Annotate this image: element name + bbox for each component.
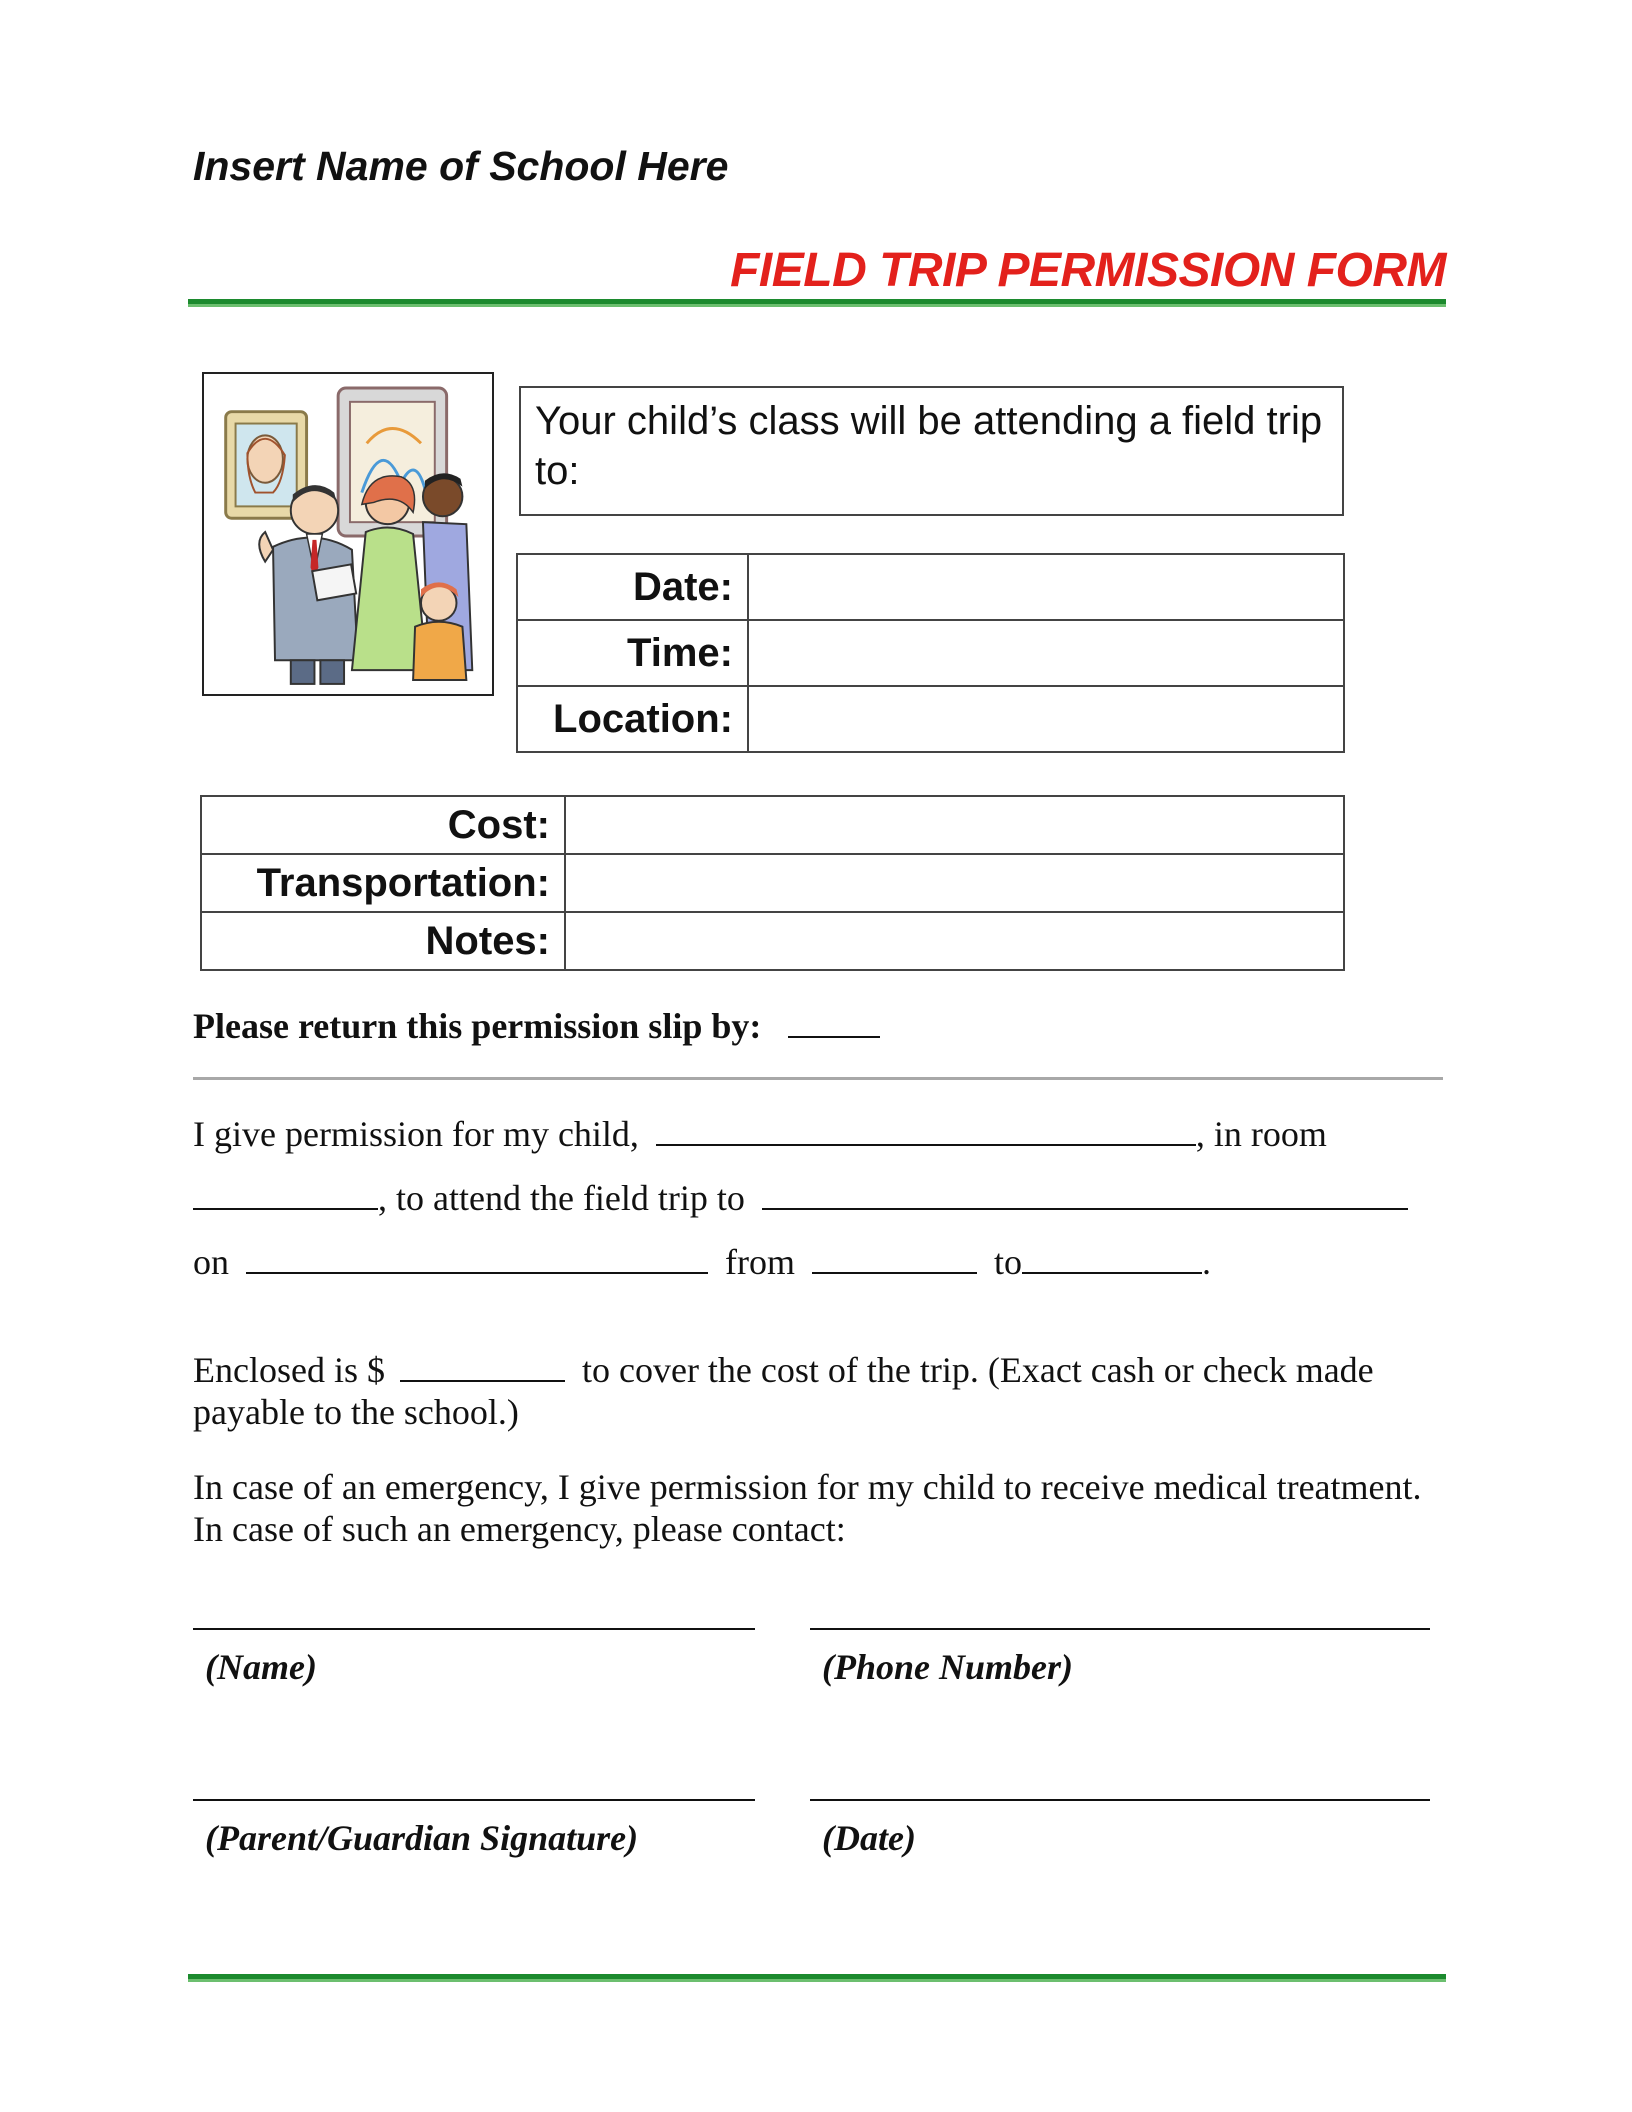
school-name: Insert Name of School Here: [193, 143, 729, 189]
parent-signature-label: (Parent/Guardian Signature): [205, 1818, 639, 1858]
permission-text-3c: to: [993, 1242, 1022, 1282]
location-label: Location:: [517, 686, 748, 752]
notes-label: Notes:: [201, 912, 565, 970]
museum-visit-clipart-icon: [202, 372, 494, 696]
enclosed-payment-paragraph: [193, 1349, 1453, 1433]
date-label: Date:: [517, 554, 748, 620]
cost-label: Cost:: [201, 796, 565, 854]
child-name-blank[interactable]: [656, 1114, 1196, 1146]
trip-details-table: [516, 553, 1345, 753]
location-field[interactable]: [748, 686, 1344, 752]
header-divider: [188, 299, 1446, 307]
time-field[interactable]: [748, 620, 1344, 686]
emergency-paragraph: In case of an emergency, I give permission for my child to receive medical treatment. In case of such an emergency, please contact:: [193, 1467, 1422, 1549]
transportation-row: [201, 854, 1344, 912]
permission-line-1: [193, 1113, 1327, 1155]
start-time-blank[interactable]: [812, 1242, 977, 1274]
contact-name-line[interactable]: [193, 1628, 755, 1630]
time-row: [517, 620, 1344, 686]
notes-row: [201, 912, 1344, 970]
payment-amount-blank[interactable]: [400, 1350, 565, 1382]
notes-field[interactable]: [565, 912, 1344, 970]
transportation-field[interactable]: [565, 854, 1344, 912]
permission-text-2a: , to attend the field trip to: [378, 1178, 745, 1218]
contact-phone-label: (Phone Number): [822, 1647, 1073, 1687]
return-by-label: Please return this permission slip by:: [193, 1006, 762, 1046]
end-time-blank[interactable]: [1022, 1242, 1202, 1274]
section-divider: [193, 1077, 1443, 1080]
signature-date-line[interactable]: [810, 1799, 1430, 1801]
permission-text-1a: I give permission for my child,: [193, 1114, 639, 1154]
location-row: [517, 686, 1344, 752]
intro-text: Your child’s class will be attending a field trip to:: [535, 399, 1323, 493]
permission-text-3a: on: [193, 1242, 229, 1282]
return-by-line: [193, 1005, 880, 1047]
cost-field[interactable]: [565, 796, 1344, 854]
cost-row: [201, 796, 1344, 854]
form-title: FIELD TRIP PERMISSION FORM: [730, 244, 1446, 297]
permission-line-2: [193, 1177, 1408, 1219]
date-row: [517, 554, 1344, 620]
date-field[interactable]: [748, 554, 1344, 620]
time-label: Time:: [517, 620, 748, 686]
transportation-label: Transportation:: [201, 854, 565, 912]
return-by-date-blank[interactable]: [788, 1006, 880, 1038]
trip-cost-table: [200, 795, 1345, 971]
trip-date-blank[interactable]: [246, 1242, 708, 1274]
contact-phone-line[interactable]: [810, 1628, 1430, 1630]
permission-text-3d: .: [1202, 1242, 1211, 1282]
permission-line-3: [193, 1241, 1211, 1283]
intro-box: [519, 386, 1344, 516]
enclosed-text-1: Enclosed is $: [193, 1350, 385, 1390]
contact-name-label: (Name): [205, 1647, 317, 1687]
signature-date-label: (Date): [822, 1818, 916, 1858]
parent-signature-line[interactable]: [193, 1799, 755, 1801]
permission-text-1b: , in room: [1195, 1114, 1327, 1154]
room-blank[interactable]: [193, 1178, 378, 1210]
enclosed-text-2: to cover the cost of the trip. (Exact cash or check made payable to the school.): [193, 1350, 1374, 1432]
permission-text-3b: from: [725, 1242, 795, 1282]
trip-destination-blank[interactable]: [762, 1178, 1408, 1210]
footer-divider: [188, 1974, 1446, 1982]
